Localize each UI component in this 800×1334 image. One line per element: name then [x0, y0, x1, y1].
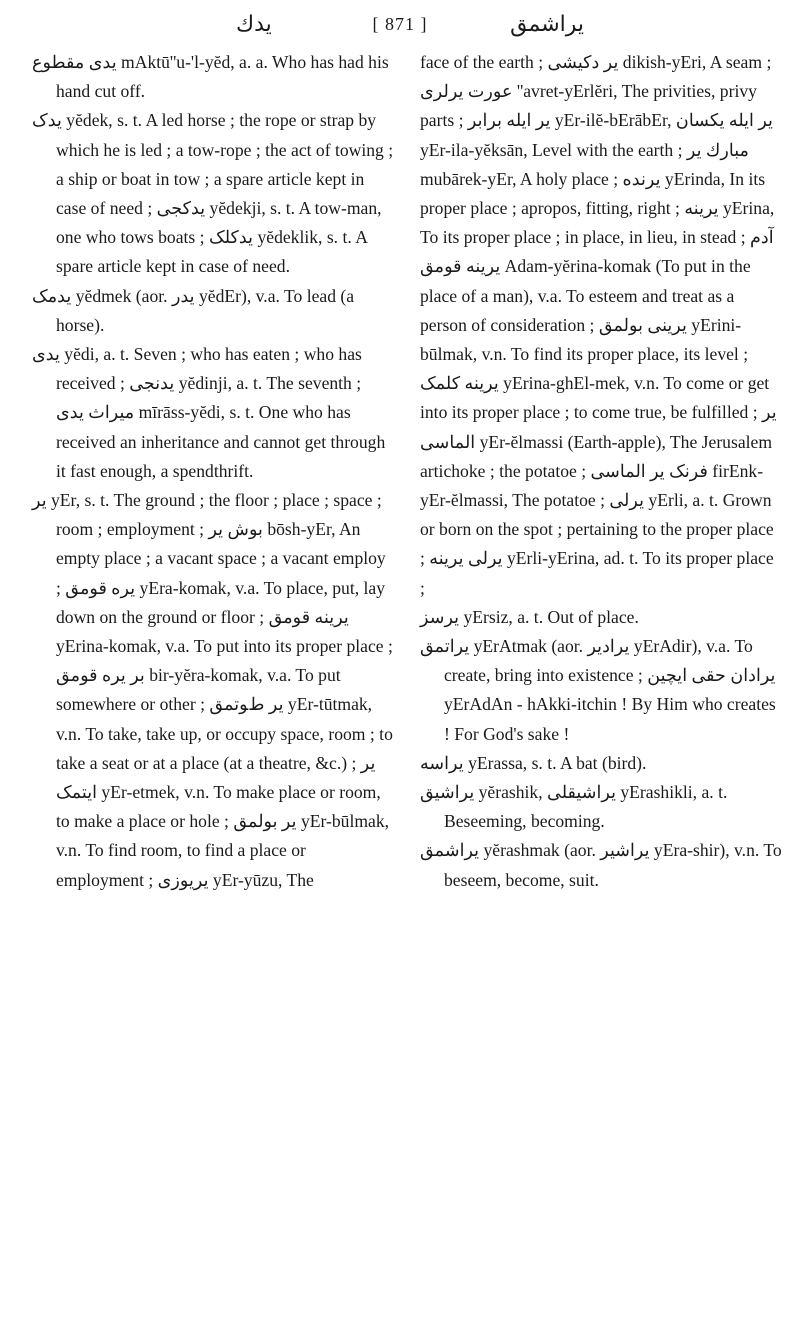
dictionary-entry-continued: face of the earth ; ﯾﺮ دﮐﯿﺸﯽ dikish-yEri, A seam ; ﻋﻮرت ﯾﺮﻟﺮﯼ ''avret-yErlĕri, The privities, privy parts ; ﯾﺮ اﯾﻠﻪ ﺑﺮاﺑﺮ yEr-ilĕ-bErābEr, ﯾﺮ اﯾﻠﻪ ﯾﮑﺴﺎن yEr-ila-yĕksān, Level with the earth ; ﻣﺒﺎرك ﯾﺮ mubārek-yEr, A holy place ; ﯾﺮﻧﺪه yErinda, In its proper place ; apropos, fitting, right ; ﯾﺮﯾﻨﻪ yErina, To its proper place ; in place, in lieu, in stead ; آدم ﯾﺮﯾﻨﻪ ﻗﻮﻣﻖ Adam-yĕrina-komak (To put in the place of a man), v.a. To esteem and treat as a person of consideration ; ﯾﺮﯾﻨﯽ ﺑﻮﻟﻤﻖ yErini-būlmak, v.n. To find its proper place, its level ; ﯾﺮﯾﻨﻪ ﮐﻠﻤﮏ yErina-ghEl-mek, v.n. To come or get into its proper place ; to come true, be fulfilled ; ﯾﺮ اﻟﻤﺎﺳﯽ yEr-ĕlmassi (Earth-apple), The Jerusalem artichoke ; the potatoe ; ﻓﺮﻧﮏ ﯾﺮ اﻟﻤﺎﺳﯽ firEnk-yEr-ĕlmassi, The potatoe ; ﯾﺮﻟﯽ yErli, a. t. Grown or born on the spot ; pertaining to the proper place ; ﯾﺮﻟﯽ ﯾﺮﯾﻨﻪ yErli-yErina, ad. t. To its proper place ;: [420, 52, 777, 598]
running-head-left: يدك: [236, 12, 272, 37]
dictionary-entry: ﯾﺮاﺷﻤﻖ yĕrashmak (aor. ﯾﺮاﺷﯿﺮ yEra-shir), v.n. To beseem, become, suit.: [420, 840, 782, 890]
running-head-right: يراشمق: [510, 12, 584, 37]
page-header: [0, 8, 800, 42]
dictionary-entry: ﯾﺪﯼ yĕdi, a. t. Seven ; who has eaten ; who has received ; ﯾﺪﻧﺠﯽ yĕdinji, a. t. The seventh ; ﻣﯿﺮاث ﯾﺪﯼ mīrāss-yĕdi, s. t. One who has received an inheritance and cannot get through it fast enough, a spendthrift.: [32, 344, 386, 481]
dictionary-entry: ﯾﺮ yEr, s. t. The ground ; the floor ; place ; space ; room ; employment ; ﺑﻮش ﯾﺮ bōsh-yEr, An empty place ; a vacant space ; a vacant employ ; ﯾﺮه ﻗﻮﻣﻖ yEra-komak, v.a. To place, put, lay down on the ground or floor ; ﯾﺮﯾﻨﻪ ﻗﻮﻣﻖ yErina-komak, v.a. To put into its proper place ; ﺑﺮ ﯾﺮه ﻗﻮﻣﻖ bir-yĕra-komak, v.a. To put somewhere or other ; ﯾﺮ طﻮﺗﻤﻖ yEr-tūtmak, v.n. To take, take up, or occupy space, room ; to take a seat or at a place (at a theatre, &c.) ; ﯾﺮ اﯾﺘﻤﮏ yEr-etmek, v.n. To make place or room, to make a place or hole ; ﯾﺮ ﺑﻮﻟﻤﻖ yEr-būlmak, v.n. To find room, to find a place or employment ; ﯾﺮﯾﻮزﯼ yEr-yūzu, The: [32, 490, 393, 890]
dictionary-entry: ﯾﺮاﺗﻤﻖ yErAtmak (aor. ﯾﺮادﯾﺮ yErAdir), v.a. To create, bring into existence ; ﯾﺮادان ﺣﻘﯽ اﯾﭽﯿﻦ yErAdAn - hAkki-itchin ! By Him who creates ! For God's sake !: [420, 636, 776, 744]
page-number: [ 871 ]: [372, 14, 428, 34]
dictionary-entry: ﯾﺪﻣﮏ yĕdmek (aor. ﯾﺪر yĕdEr), v.a. To lead (a horse).: [32, 285, 355, 335]
dictionary-entry: ﯾﺮاﺷﯿﻖ yĕrashik, ﯾﺮاﺷﯿﻘﻠﯽ yErashikli, a. t. Beseeming, becoming.: [420, 782, 728, 832]
left-column: [32, 48, 394, 895]
right-column: [420, 48, 782, 895]
dictionary-entry: ﯾﺪﮎ yĕdek, s. t. A led horse ; the rope or strap by which he is led ; a tow-rope ; the act of towing ; a ship or boat in tow ; a spare article kept in case of need ; ﯾﺪﮐﺠﯽ yĕdekji, s. t. A tow-man, one who tows boats ; ﯾﺪﮐﻠﮏ yĕdeklik, s. t. A spare article kept in case of need.: [32, 110, 394, 277]
dictionary-entry: ﯾﺪﯼ ﻣﻘﻄﻮع mAktū''u-'l-yĕd, a. a. Who has had his hand cut off.: [32, 52, 389, 102]
dictionary-entry: ﯾﺮاﺳﻪ yErassa, s. t. A bat (bird).: [420, 752, 647, 773]
dictionary-entry: ﯾﺮﺳﺰ yErsiz, a. t. Out of place.: [420, 606, 639, 627]
